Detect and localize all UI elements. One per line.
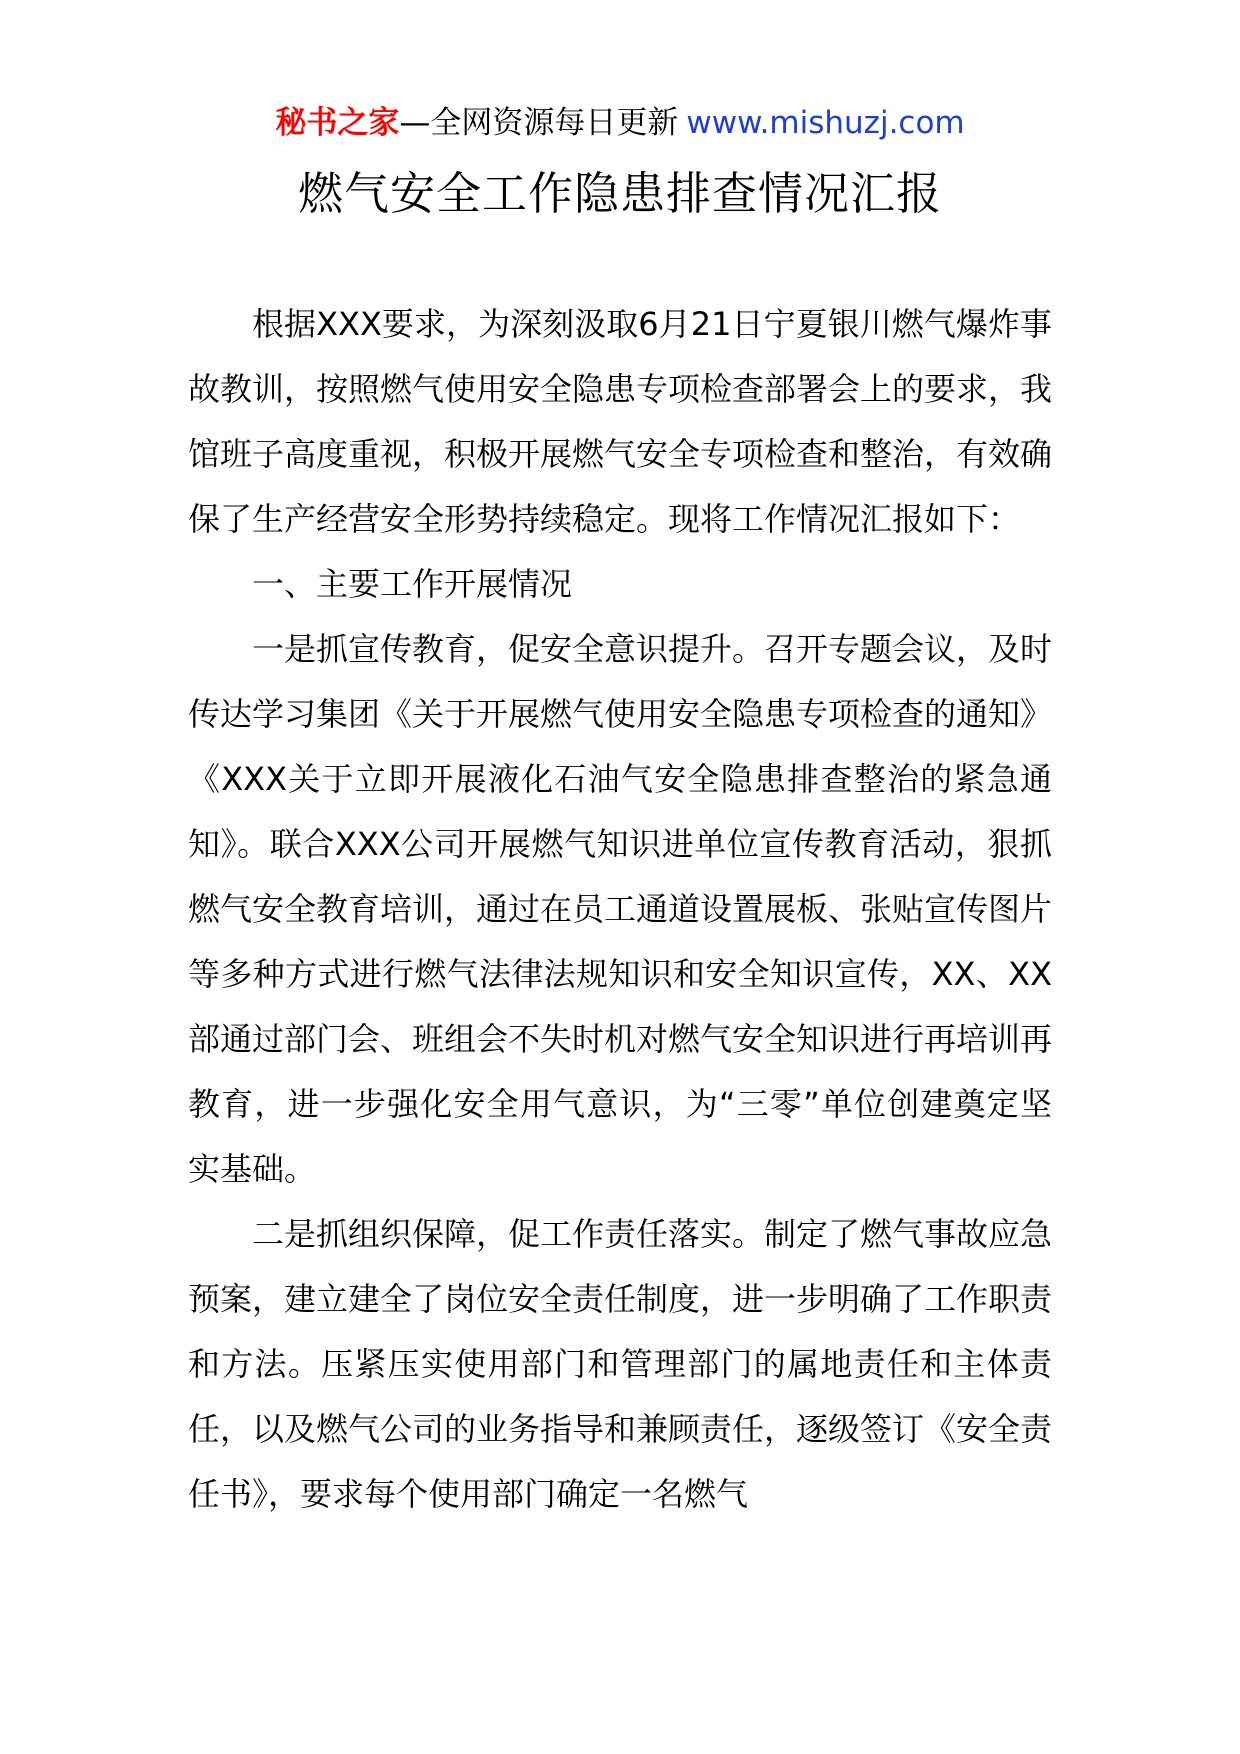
- document-title: 燃气安全工作隐患排查情况汇报: [297, 167, 942, 220]
- header-brand: 秘书之家: [275, 105, 400, 141]
- header-url-link[interactable]: www.mishuzj.com: [686, 105, 965, 141]
- intro-paragraph: 根据XXX要求，为深刻汲取6月21日宁夏银川燃气爆炸事故教训，按照燃气使用安全隐患专项检查部署会上的要求，我馆班子高度重视，积极开展燃气安全专项检查和整治，有效确保了生产经营安全形势持续稳定。现将工作情况汇报如下：: [188, 305, 1053, 538]
- section-heading: 一、主要工作开展情况: [252, 565, 573, 603]
- header-tagline: —全网资源每日更新: [399, 105, 679, 141]
- paragraph-publicity-education: 一是抓宣传教育，促安全意识提升。召开专题会议，及时传达学习集团《关于开展燃气使用安全隐患专项检查的通知》《XXX关于立即开展液化石油气安全隐患排查整治的紧急通知》。联合XXX公司开展燃气知识进单位宣传教育活动，狠抓燃气安全教育培训，通过在员工通道设置展板、张贴宣传图片等多种方式进行燃气法律法规知识和安全知识宣传，XX、XX部通过部门会、班组会不失时机对燃气安全知识进行再培训再教育，进一步强化安全用气意识，为“三零”单位创建奠定坚实基础。: [188, 630, 1053, 1188]
- site-header: [0, 100, 1240, 146]
- document-body: [188, 292, 1052, 1527]
- paragraph-organization-guarantee: 二是抓组织保障，促工作责任落实。制定了燃气事故应急预案，建立建全了岗位安全责任制度，进一步明确了工作职责和方法。压紧压实使用部门和管理部门的属地责任和主体责任，以及燃气公司的业务指导和兼顾责任，逐级签订《安全责任书》，要求每个使用部门确定一名燃气: [188, 1215, 1053, 1513]
